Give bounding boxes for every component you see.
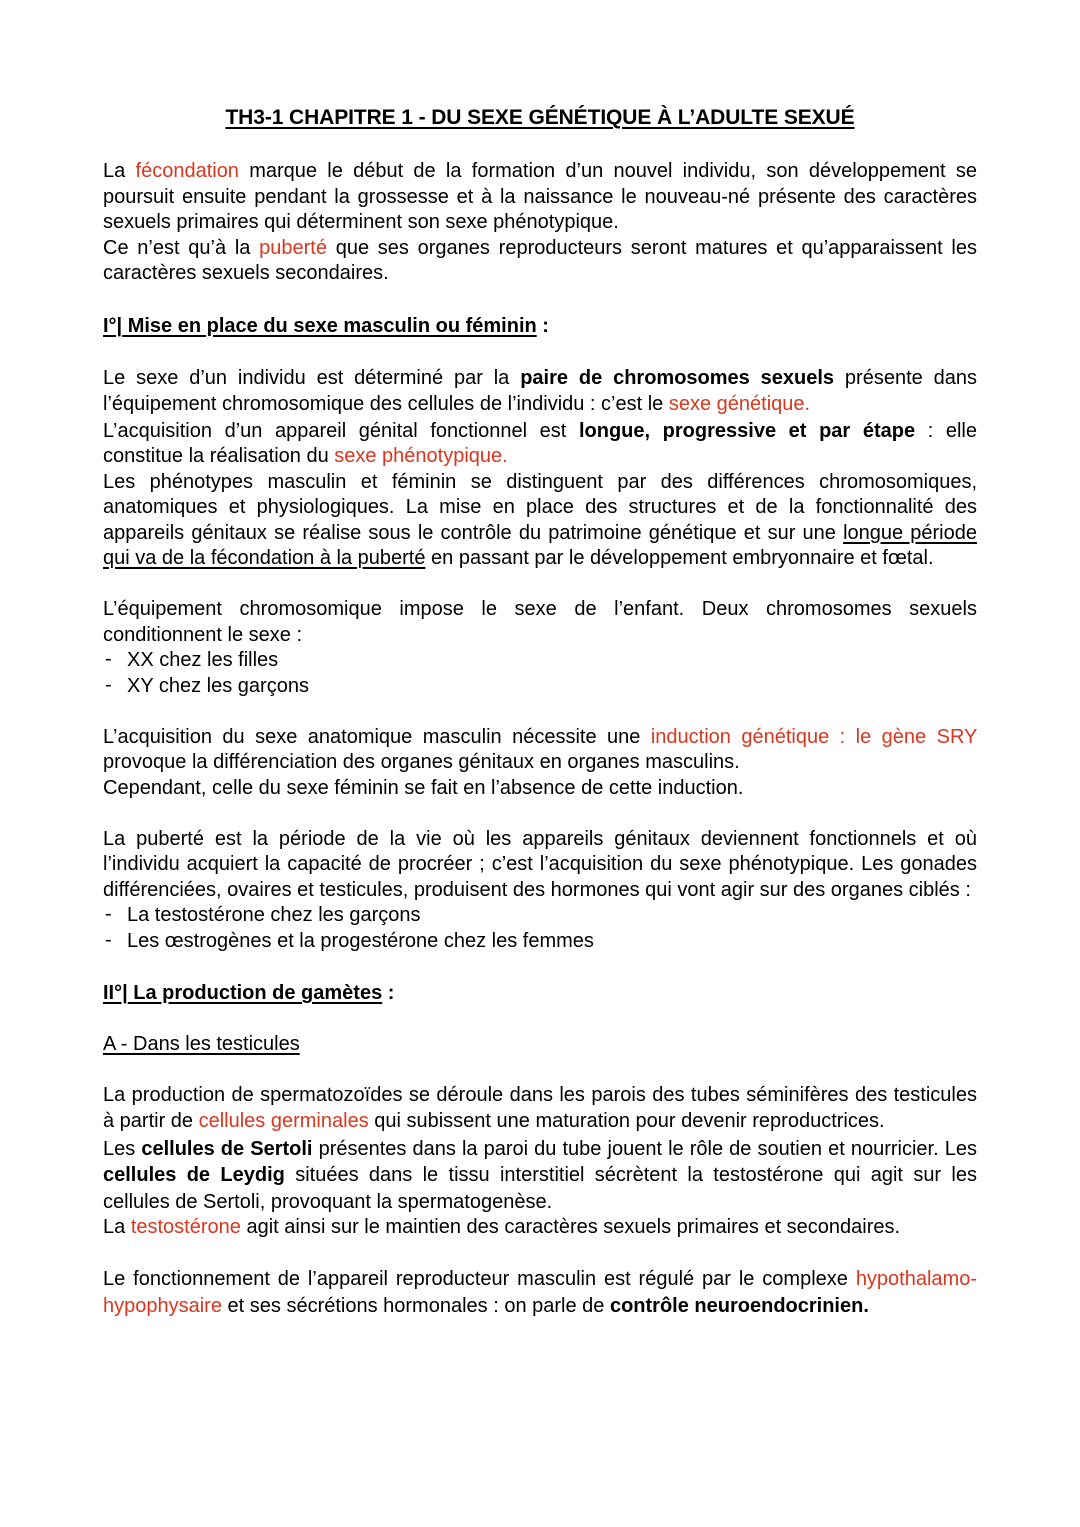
highlighted-term: testostérone [130,1216,241,1238]
text-run: Le sexe d’un individu est déterminé par la [103,367,521,389]
text-run: Les [103,1137,142,1160]
section-1-number: I°| [103,314,123,337]
bold-term: cellules de Leydig [103,1164,285,1186]
section-2-heading: II°| La production de gamètes : [103,982,395,1004]
bold-term: cellules de Sertoli [141,1137,313,1160]
section-1-paragraph-6 [103,776,977,802]
bold-term: paire de chromosomes sexuels [520,367,835,389]
section-1-paragraph-5 [103,725,977,776]
text-run: L’équipement chromosomique impose le sexe de l’enfant. Deux chromosomes sexuels conditionnent le sexe : [103,598,977,646]
text-run: présentes dans la paroi du tube jouent le rôle de soutien et nourricier. Les [312,1137,977,1160]
text-run: La production de spermatozoïdes se déroule dans les parois des tubes séminifères des testicules à partir de [103,1084,977,1132]
text-run: : elle constitue la réalisation du [103,419,977,467]
section-1-paragraph-4 [103,597,977,648]
list-item: - La testostérone chez les garçons [103,903,977,929]
list-item: - Les œstrogènes et la progestérone chez les femmes [103,929,977,955]
section-2-number: II°| [103,982,128,1004]
section-2-title: La production de gamètes [127,982,383,1004]
section-2-paragraph-3 [103,1215,977,1241]
highlighted-term: hypothalamo-hypophysaire [103,1268,977,1317]
text-run: Ce n’est qu’à la [103,236,260,259]
text-run: et ses sécrétions hormonales : on parle de [221,1294,610,1317]
highlighted-term: cellules germinales [198,1109,369,1132]
document-page [103,100,977,1319]
chromosome-list [103,648,977,699]
list-item: - XY chez les garçons [103,674,977,700]
text-run: en passant par le développement embryonnaire et fœtal. [425,547,934,569]
section-1-title: Mise en place du sexe masculin ou féminin [122,314,537,337]
text-run: qui subissent une maturation pour devenir reproductrices. [368,1109,885,1132]
bold-term: contrôle neuroendocrinien. [609,1294,869,1317]
text-run: L’acquisition du sexe anatomique masculin nécessite une [103,725,651,748]
highlighted-term: fécondation [135,160,239,182]
section-2-paragraph-4 [103,1266,977,1319]
bold-term: longue, progressive et par étape [578,419,916,442]
section-1-paragraph-2 [103,419,977,470]
text-run: L’acquisition d’un appareil génital fonctionnel est [103,419,579,442]
section-2-paragraph-1 [103,1083,977,1134]
hormone-list [103,903,977,954]
section-1-paragraph-3 [103,470,977,572]
subsection-a-heading: A - Dans les testicules [103,1033,300,1055]
section-1-heading: I°| Mise en place du sexe masculin ou féminin : [103,314,549,337]
list-item: - XX chez les filles [103,648,977,674]
text-run: Les phénotypes masculin et féminin se distinguent par des différences chromosomiques, anatomiques et physiologiques. La mise en place des structures et de la fonctionnalité des appareils génitaux se réalise sous le contrôle du patrimoine génétique et sur une [103,470,977,544]
text-run: que ses organes reproducteurs seront matures et qu’apparaissent les caractères sexuels secondaires. [103,236,978,284]
text-run: Le fonctionnement de l’appareil reproducteur masculin est régulé par le complexe [103,1268,856,1290]
intro-paragraph-2 [103,236,977,287]
text-run: présente dans l’équipement chromosomique des cellules de l’individu : c’est le [103,367,977,415]
text-run: La puberté est la période de la vie où les appareils génitaux deviennent fonctionnels et où l’individu acquiert la capacité de procréer ; c’est l’acquisition du sexe phénotypique. Les gonades différenciées, ovaires et testicules, produisent des hormones qui vont agir sur des organes ciblés : [103,827,977,901]
highlighted-term: sexe génétique. [668,392,811,415]
underlined-phrase: longue période qui va de la fécondation à la puberté [103,521,977,569]
text-run: Cependant, celle du sexe féminin se fait en l’absence de cette induction. [103,776,744,799]
highlighted-term: puberté [259,236,327,259]
section-2-paragraph-2 [103,1136,977,1216]
section-1-paragraph-7 [103,827,977,904]
text-run: marque le début de la formation d’un nouvel individu, son développement se poursuit ensuite pendant la grossesse et à la naissance le nouveau-né présente des caractères sexuels primaires qui déterminent son sexe phénotypique. [103,160,977,233]
highlighted-term: sexe phénotypique. [334,445,508,467]
highlighted-term: induction génétique : le gène SRY [650,725,978,748]
text-run: agit ainsi sur le maintien des caractères sexuels primaires et secondaires. [240,1216,901,1238]
intro-paragraph-1 [103,159,977,236]
page-title: TH3-1 CHAPITRE 1 - DU SEXE GÉNÉTIQUE À L’ADULTE SEXUÉ [225,106,855,129]
text-run: situées dans le tissu interstitiel sécrètent la testostérone qui agit sur les cellules de Sertoli, provoquant la spermatogenèse. [103,1164,977,1213]
text-run: provoque la différenciation des organes génitaux en organes masculins. [103,751,740,773]
text-run: La [103,1216,131,1238]
section-1-paragraph-1 [103,366,977,417]
text-run: La [103,160,136,182]
